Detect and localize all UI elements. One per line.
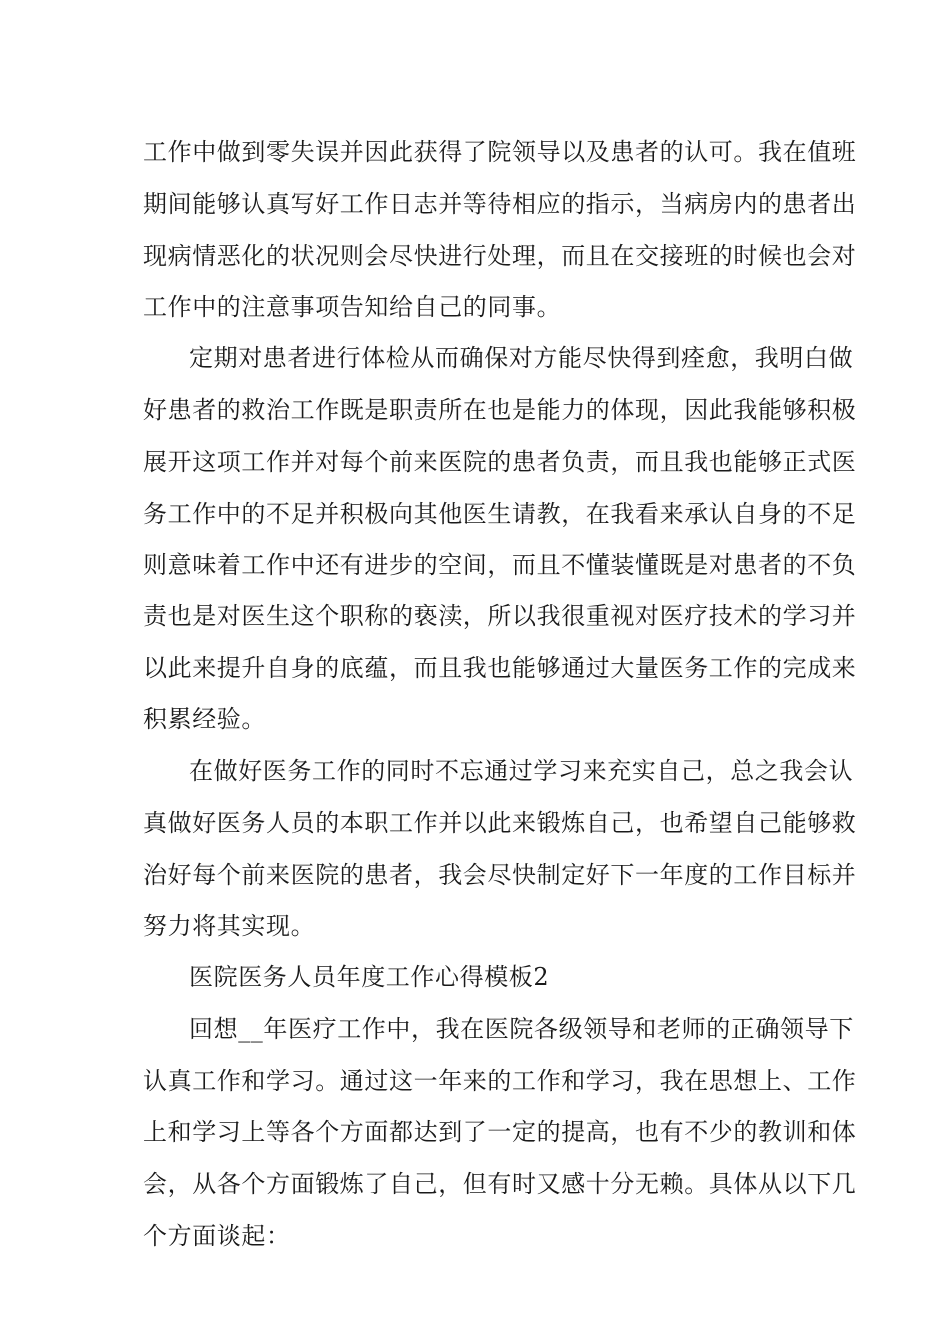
paragraph-line: 现病情恶化的状况则会尽快进行处理，而且在交接班的时候也会对 (143, 242, 857, 270)
paragraph-line: 上和学习上等各个方面都达到了一定的提高，也有不少的教训和体 (143, 1118, 857, 1146)
paragraph-line: 定期对患者进行体检从而确保对方能尽快得到痊愈，我明白做 (189, 344, 854, 372)
paragraph-line: 在做好医务工作的同时不忘通过学习来充实自己，总之我会认 (189, 757, 854, 785)
paragraph-line: 好患者的救治工作既是职责所在也是能力的体现，因此我能够积极 (143, 396, 857, 424)
paragraph-line: 认真工作和学习。通过这一年来的工作和学习，我在思想上、工作 (143, 1067, 857, 1095)
paragraph-line: 真做好医务人员的本职工作并以此来锻炼自己，也希望自己能够救 (143, 809, 857, 837)
paragraph-line: 个方面谈起： (143, 1222, 291, 1250)
paragraph-line: 责也是对医生这个职称的亵渎，所以我很重视对医疗技术的学习并 (143, 602, 857, 630)
paragraph-line: 治好每个前来医院的患者，我会尽快制定好下一年度的工作目标并 (143, 861, 857, 889)
paragraph-line: 工作中的注意事项告知给自己的同事。 (143, 293, 562, 321)
paragraph-line: 积累经验。 (143, 705, 266, 733)
paragraph-line: 以此来提升自身的底蕴，而且我也能够通过大量医务工作的完成来 (143, 654, 857, 682)
paragraph-line: 展开这项工作并对每个前来医院的患者负责，而且我也能够正式医 (143, 448, 857, 476)
paragraph-line: 会，从各个方面锻炼了自己，但有时又感十分无赖。具体从以下几 (143, 1170, 857, 1198)
section-heading: 医院医务人员年度工作心得模板2 (189, 963, 550, 991)
paragraph-line: 则意味着工作中还有进步的空间，而且不懂装懂既是对患者的不负 (143, 551, 857, 579)
paragraph-line: 回想__年医疗工作中，我在医院各级领导和老师的正确领导下 (189, 1015, 854, 1043)
paragraph-line: 期间能够认真写好工作日志并等待相应的指示，当病房内的患者出 (143, 190, 857, 218)
paragraph-line: 工作中做到零失误并因此获得了院领导以及患者的认可。我在值班 (143, 138, 857, 166)
paragraph-line: 努力将其实现。 (143, 912, 316, 940)
paragraph-line: 务工作中的不足并积极向其他医生请教，在我看来承认自身的不足 (143, 500, 857, 528)
